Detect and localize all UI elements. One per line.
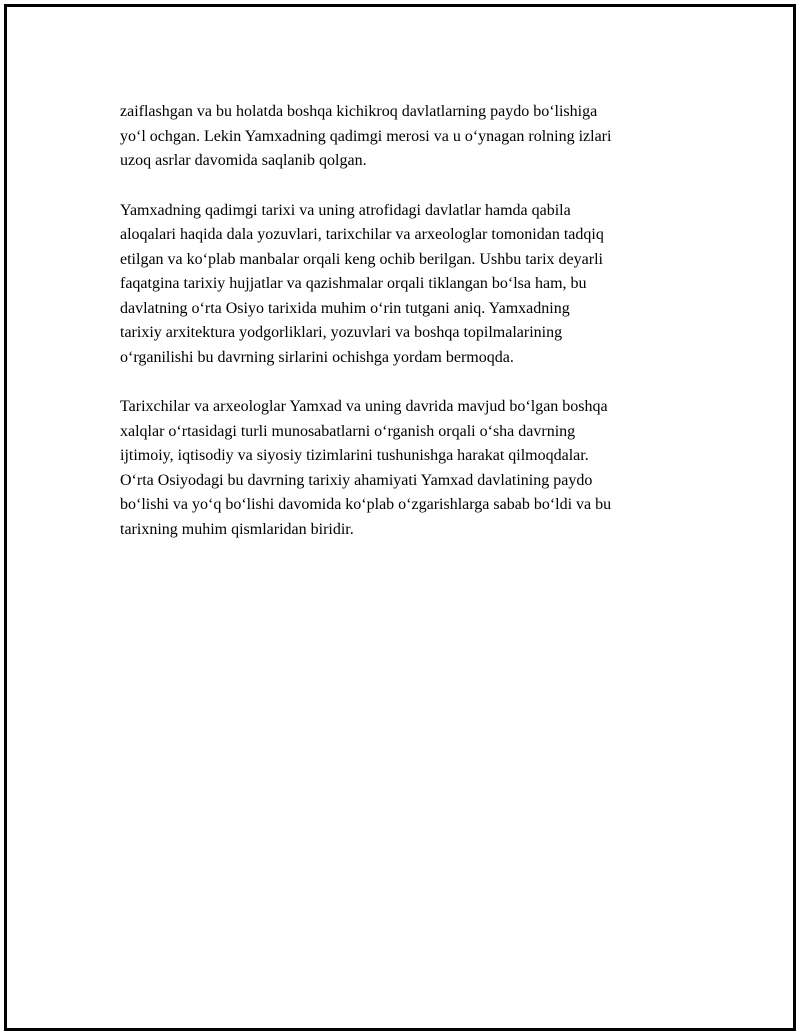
text-line: xalqlar o‘rtasidagi turli munosabatlarni o‘rganish orqali o‘sha davrning <box>120 422 576 440</box>
text-line: faqatgina tarixiy hujjatlar va qazishmalar orqali tiklangan bo‘lsa ham, bu <box>120 275 587 292</box>
text-line: tarixning muhim qismlaridan biridir. <box>120 520 354 538</box>
text-line: Yamxadning qadimgi tarixi va uning atrofidagi davlatlar hamda qabila <box>120 201 571 219</box>
text-line: bo‘lishi va yo‘q bo‘lishi davomida ko‘plab o‘zgarishlarga sabab bo‘ldi va bu <box>120 496 612 513</box>
page-frame <box>4 4 796 1031</box>
text-line: zaiflashgan va bu holatda boshqa kichikroq davlatlarning paydo bo‘lishiga <box>120 103 598 120</box>
text-line: aloqalari haqida dala yozuvlari, tarixchilar va arxeologlar tomonidan tadqiq <box>120 226 604 243</box>
paragraph-2 <box>120 199 700 371</box>
page-body <box>120 100 700 567</box>
text-line: yo‘l ochgan. Lekin Yamxadning qadimgi merosi va u o‘ynagan rolning izlari <box>120 127 612 145</box>
text-line: uzoq asrlar davomida saqlanib qolgan. <box>120 152 367 169</box>
paragraph-1 <box>120 100 700 174</box>
text-line: Tarixchilar va arxeologlar Yamxad va uning davrida mavjud bo‘lgan boshqa <box>120 398 608 415</box>
text-line: O‘rta Osiyodagi bu davrning tarixiy ahamiyati Yamxad davlatining paydo <box>120 471 593 489</box>
text-line: ijtimoiy, iqtisodiy va siyosiy tizimlarini tushunishga harakat qilmoqdalar. <box>120 447 589 464</box>
paragraph-3 <box>120 395 700 542</box>
text-line: etilgan va ko‘plab manbalar orqali keng ochib berilgan. Ushbu tarix deyarli <box>120 250 603 268</box>
text-line: tarixiy arxitektura yodgorliklari, yozuvlari va boshqa topilmalarining <box>120 324 563 341</box>
text-line: o‘rganilishi bu davrning sirlarini ochishga yordam bermoqda. <box>120 348 514 366</box>
text-line: davlatning o‘rta Osiyo tarixida muhim o‘rin tutgani aniq. Yamxadning <box>120 299 570 317</box>
